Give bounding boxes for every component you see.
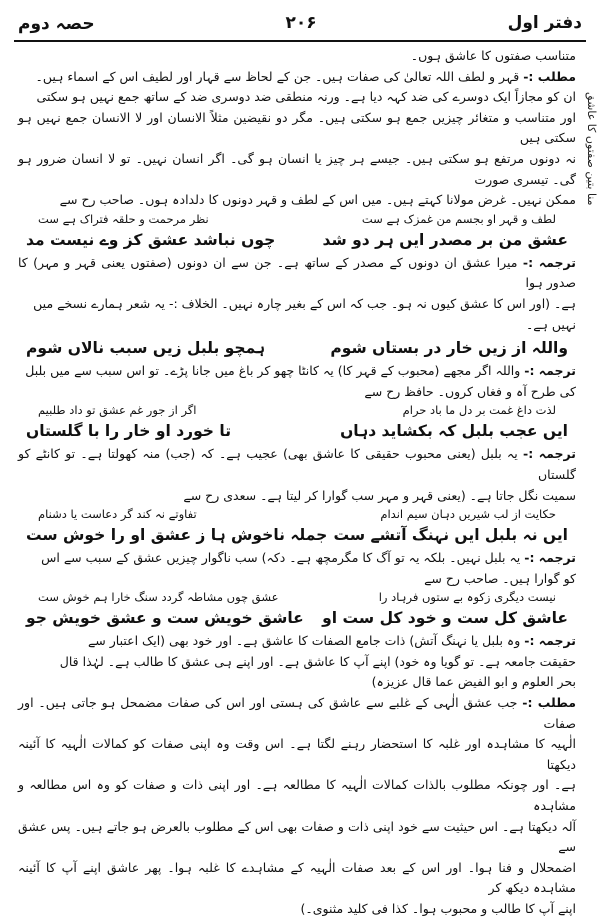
line-text: یہ بلبل نہیں۔ بلکہ یہ تو آگ کا مگرمچھ ہے۔ دکہ) سب ناگوار چیزیں عشق کے سبب سے اس xyxy=(41,550,521,566)
verse-couplet xyxy=(26,606,568,630)
labelled-line xyxy=(18,67,576,88)
text-line xyxy=(18,734,576,775)
line-text: ہے۔ (اور اس کا عشق کیوں نہ ہو۔ جب کہ اس کے بغیر چارہ نہیں۔ الخلاف :- یہ شعر ہمارے نسخے میں xyxy=(33,295,576,311)
text-line xyxy=(18,652,576,673)
line-text: متناسب صفتوں کا عاشق ہوں۔ xyxy=(410,48,576,63)
labelled-line xyxy=(18,693,576,734)
quoted-couplet xyxy=(38,506,556,522)
line-text: اور متناسب و متغائر چیزیں جمع ہو سکتی ہیں۔ مگر دو نقیضین مثلاً الانسان اور لا الانسان جمع نہیں ہو سکتی ہیں xyxy=(18,109,576,146)
line-label: ترجمہ :- xyxy=(524,633,576,649)
text-line xyxy=(18,672,576,693)
hemistich-left: اگر از جور غم عشق تو داد طلبیم xyxy=(38,403,197,418)
hemistich-right: لطف و قہر او بجسم من غمزک ہے ست xyxy=(361,211,556,226)
text-line xyxy=(18,899,576,920)
text-line xyxy=(18,817,576,858)
labelled-line xyxy=(18,548,576,569)
line-text: اپنے آپ کا طالب و محبوب ہوا۔ کذا فی کلید مثنوی۔) xyxy=(300,901,576,916)
text-line xyxy=(18,149,576,190)
line-text: ممکن نہیں۔ غرض مولانا کہتے ہیں۔ میں اس کے لطف و قہر دونوں کا دلدادہ ہوں۔ صاحب رح سے xyxy=(59,192,576,208)
quoted-couplet xyxy=(38,589,556,605)
quoted-couplet xyxy=(38,211,556,227)
text-line xyxy=(18,108,576,149)
hemistich-left: نظر مرحمت و حلقہ فتراک ہے ست xyxy=(38,211,209,226)
hemistich-right: عشق من بر مصدر ایں ہر دو شد xyxy=(322,230,568,249)
hemistich-left: تفاوتے نہ کند گر دعاست یا دشنام xyxy=(38,507,197,522)
line-text: سمیت نگل جاتا ہے۔ (یعنی قہر و مہر سب گوارا کر لیتا ہے۔ سعدی رح سے xyxy=(183,487,576,503)
header-volume: دفتر اول xyxy=(507,13,582,33)
text-line xyxy=(18,87,576,108)
margin-note: منا بتین صفتوں کا عاشق xyxy=(585,92,598,206)
labelled-line xyxy=(18,444,576,485)
hemistich-left: تا خورد او خار را با گلستاں xyxy=(26,422,232,441)
header-rule xyxy=(14,40,586,42)
line-text: بحر العلوم و ابو الفیض عما قال عزیزہ) xyxy=(371,674,576,690)
text-line xyxy=(18,46,576,67)
line-text: کو گوارا ہیں۔ صاحب رح سے xyxy=(424,570,576,586)
verse-couplet xyxy=(26,523,568,547)
line-label: ترجمہ :- xyxy=(523,446,576,462)
labelled-line xyxy=(18,631,576,652)
hemistich-right: عاشق کل ست و خود کل ست او xyxy=(322,609,568,628)
line-text: قہر و لطف اللہ تعالیٰ کی صفات ہیں۔ جن کے لحاظ سے قہار اور لطیف اس کے اسماء ہیں۔ xyxy=(35,68,520,84)
page-number: ۲۰۶ xyxy=(285,13,317,33)
labelled-line xyxy=(18,361,576,382)
text-line xyxy=(18,569,576,590)
line-text: نہیں ہے۔ xyxy=(525,316,576,332)
line-text: نہ دونوں مرتفع ہو سکتی ہیں۔ جیسے ہر چیز یا انسان ہو گی۔ اگر انسان نہیں۔ تو لا انسان ضرور ہو گی۔ تیسری صورت xyxy=(18,150,576,187)
line-text: ہے۔ اور چونکہ مطلوب بالذات کمالات الٰہیہ کا مطالعہ ہے۔ اور اپنی ذات و صفات کو وہ اس مطالعہ و مشاہدہ xyxy=(18,777,576,814)
line-text: اضمحلال و فنا ہوا۔ اور اس کے بعد صفات الٰہیہ کے مشاہدے کا غلبہ ہوا۔ پھر عاشق اپنے آپ کا آئینہ مشاہدہ دیکھ کر xyxy=(18,859,576,896)
text-line xyxy=(18,382,576,403)
text-line xyxy=(18,190,576,211)
hemistich-right: نیست دیگری زکوہ بے ستوں فرہاد را xyxy=(378,590,556,605)
line-text: حقیقت جامعہ ہے۔ تو گویا وہ خود) اپنے آپ کا عاشق ہے۔ اور اپنے ہی عشق کا طالب ہے۔ لہٰذا قال xyxy=(59,653,576,669)
line-label: ترجمہ :- xyxy=(524,363,576,379)
text-line xyxy=(18,315,576,336)
header-part: حصہ دوم xyxy=(18,13,95,34)
line-text: ان کو مجازاً ایک دوسرے کی ضد کہہ دیا ہے۔ ورنہ منطقی ضد دوسری ضد کے ساتھ جمع نہیں ہو سکتی xyxy=(36,89,576,105)
hemistich-left: چوں نباشد عشق کز وے نیست مد xyxy=(26,230,276,249)
text-line xyxy=(18,858,576,899)
line-text: یہ بلبل (یعنی محبوب حقیقی کا عاشق بھی) عجیب ہے۔ کہ (جب) منہ کھولتا ہے۔ تو کانٹے کو گلستاں xyxy=(18,446,576,482)
page-header xyxy=(18,8,582,38)
hemistich-right: ایں نہ بلبل ایں نہنگ آتشے ست xyxy=(333,526,568,545)
body-text xyxy=(18,46,577,916)
verse-couplet xyxy=(26,228,568,252)
hemistich-right: حکایت از لب شیریں دہان سیم اندام xyxy=(380,507,556,522)
line-text: کی طرح آہ و فغاں کروں۔ حافظ رح سے xyxy=(364,383,576,399)
line-label: مطلب :- xyxy=(523,68,576,84)
line-text: وہ بلبل یا نہنگ آتش) ذات جامع الصفات کا عاشق ہے۔ اور خود بھی (ایک اعتبار سے xyxy=(87,633,521,649)
text-line xyxy=(18,775,576,816)
line-text: واللہ اگر مجھے (محبوب کے قہر کا) یہ کانٹا چھو کر باغ میں جانا پڑے۔ تو اس سبب سے میں بلبل xyxy=(25,363,521,379)
hemistich-left: عاشق خویش ست و عشق خویش جو xyxy=(26,609,304,628)
verse-couplet xyxy=(26,419,568,443)
text-line xyxy=(18,294,576,315)
verse-couplet xyxy=(26,336,568,360)
line-label: ترجمہ :- xyxy=(524,550,576,566)
text-line xyxy=(18,486,576,507)
line-text: آلہ دیکھتا ہے۔ اس حیثیت سے خود اپنی ذات و صفات بھی اس کے مطلوب بالعرض ہو جاتے ہیں۔ پس عشق سے xyxy=(18,818,576,855)
hemistich-right: واللہ از زیں خار در بستاں شوم xyxy=(330,339,568,358)
labelled-line xyxy=(18,253,576,294)
hemistich-left: ہمچو بلبل زیں سبب نالاں شوم xyxy=(26,339,266,358)
quoted-couplet xyxy=(38,402,556,418)
line-label: مطلب :- xyxy=(522,695,576,711)
hemistich-left: جملہ ناخوش ہا ز عشق او را خوش ست xyxy=(26,526,328,545)
hemistich-left: عشق چوں مشاطہ گردد سنگ خارا ہم خوش ست xyxy=(38,590,279,605)
hemistich-right: لذت داغ غمت بر دل ما باد حرام xyxy=(402,403,556,418)
line-text: الٰہیہ کا مشاہدہ اور غلبہ کا استحضار رہنے لگتا ہے۔ اس وقت وہ اپنی صفات کو کمالات الٰہیہ کا آئینہ دیکھتا xyxy=(18,736,576,772)
line-label: ترجمہ :- xyxy=(522,254,577,270)
line-text: جب عشق الٰہی کے غلبے سے عاشق کی ہستی اور اس کی صفات مضمحل ہو جاتی ہیں۔ اور صفات xyxy=(18,695,576,731)
line-text: میرا عشق ان دونوں کے مصدر کے ساتھ ہے۔ جن سے ان دونوں (صفتوں یعنی قہر و مہر) کا صدور ہوا xyxy=(18,254,576,291)
hemistich-right: ایں عجب بلبل کہ بکشاید دہاں xyxy=(340,422,568,441)
